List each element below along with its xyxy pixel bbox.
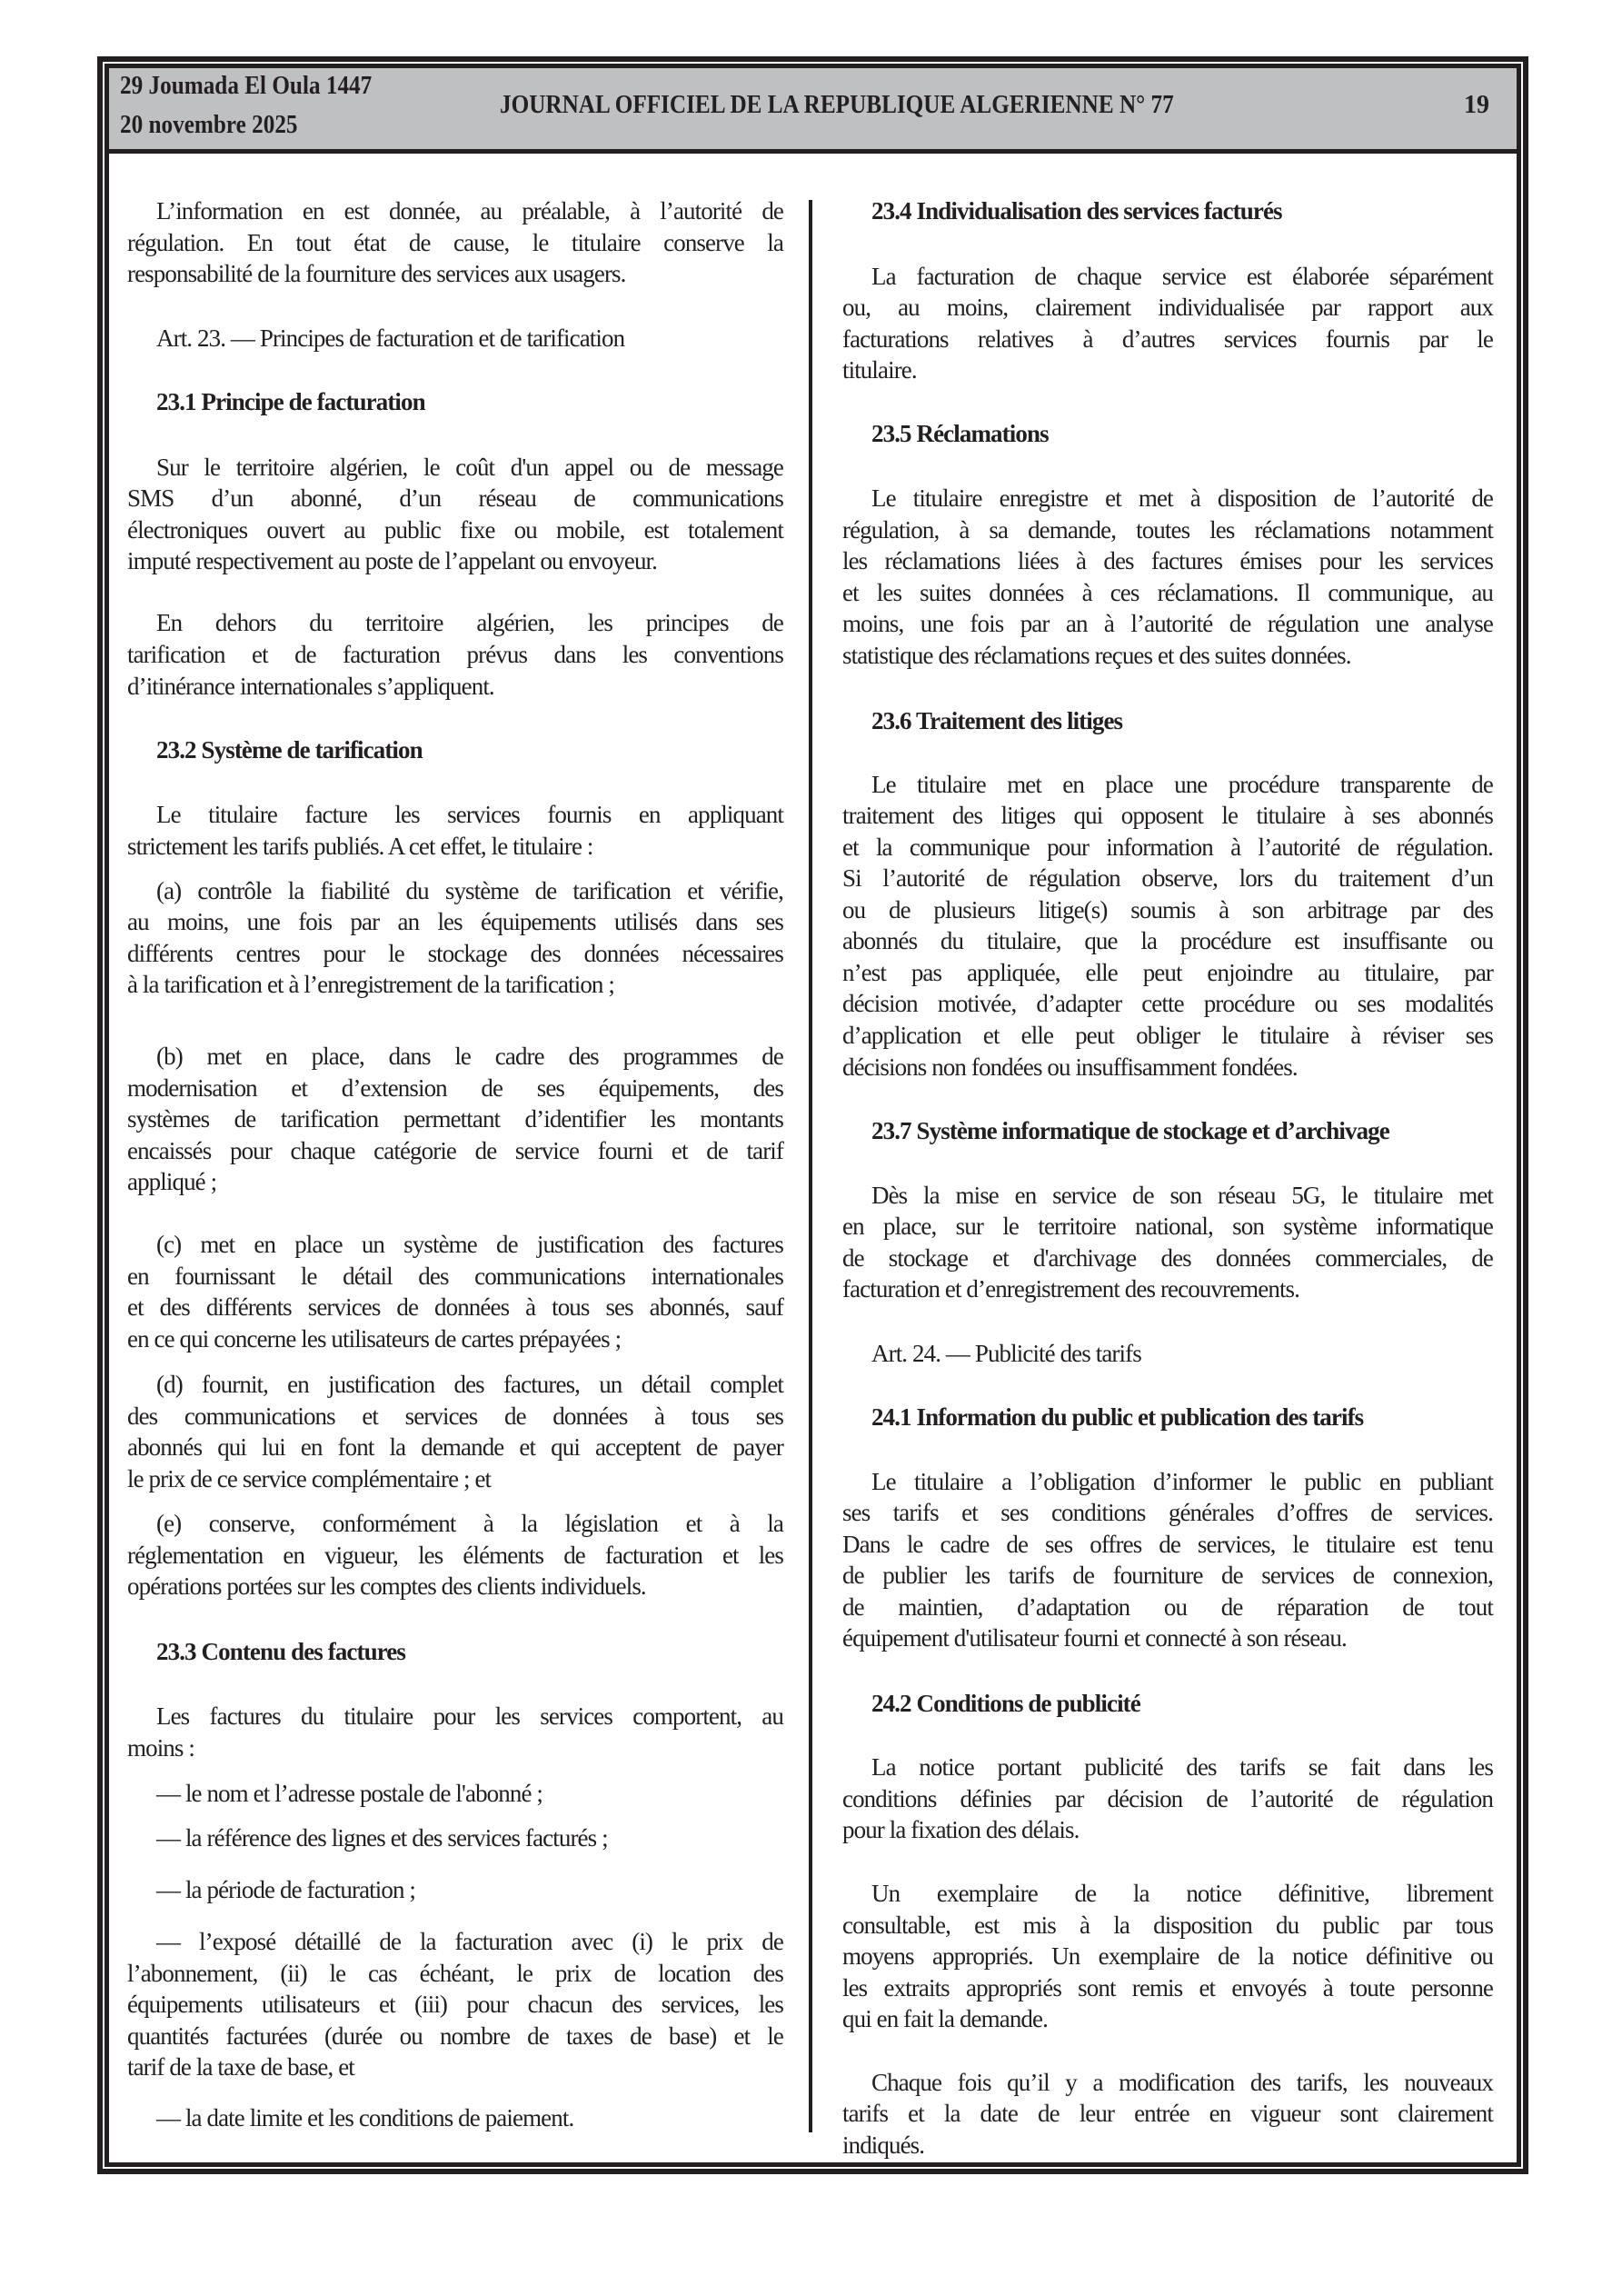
text-line: Art. 24. — Publicité des tarifs: [871, 1340, 1141, 1367]
text-line: de maintien, d’adaptation ou de réparation de tout: [842, 1593, 1493, 1621]
text-line: équipement d'utilisateur fourni et connecté à son réseau.: [842, 1624, 1347, 1652]
text-line: strictement les tarifs publiés. A cet effet, le titulaire :: [127, 833, 593, 860]
text-line: tarification et de facturation prévus dans les conventions: [127, 641, 783, 668]
text-line: Le titulaire enregistre et met à disposition de l’autorité de: [871, 484, 1493, 512]
text-line: 24.2 Conditions de publicité: [871, 1690, 1140, 1717]
text-line: (a) contrôle la fiabilité du système de tarification et vérifie,: [156, 877, 783, 904]
text-line: (b) met en place, dans le cadre des programmes de: [156, 1043, 783, 1070]
text-line: tarifs et la date de leur entrée en vigueur sont clairement: [842, 2100, 1493, 2127]
text-line: en place, sur le territoire national, son système informatique: [842, 1213, 1493, 1240]
text-line: Un exemplaire de la notice définitive, librement: [871, 1880, 1493, 1907]
text-line: modernisation et d’extension de ses équipements, des: [127, 1074, 783, 1102]
text-line: systèmes de tarification permettant d’identifier les montants: [127, 1105, 783, 1133]
text-line: abonnés du titulaire, que la procédure est insuffisante ou: [842, 927, 1493, 954]
text-line: appliqué ;: [127, 1168, 217, 1195]
text-line: statistique des réclamations reçues et des suites données.: [842, 642, 1351, 669]
text-line: le prix de ce service complémentaire ; et: [127, 1465, 492, 1492]
text-line: quantités facturées (durée ou nombre de taxes de base) et le: [127, 2022, 783, 2050]
text-line: ou de plusieurs litige(s) soumis à son arbitrage par des: [842, 896, 1493, 923]
text-line: de publier les tarifs de fourniture de services de connexion,: [842, 1562, 1493, 1589]
page-number: 19: [1464, 91, 1489, 119]
text-line: — la date limite et les conditions de paiement.: [156, 2104, 574, 2131]
text-line: 23.4 Individualisation des services facturés: [871, 197, 1282, 225]
text-line: et des différents services de données à tous ses abonnés, sauf: [127, 1293, 783, 1321]
text-line: — la période de facturation ;: [156, 1876, 416, 1903]
text-line: facturations relatives à d’autres services fournis par le: [842, 325, 1493, 353]
text-line: Le titulaire a l’obligation d’informer le public en publiant: [871, 1468, 1493, 1495]
text-line: n’est pas appliquée, elle peut enjoindre au titulaire, par: [842, 959, 1493, 986]
text-line: En dehors du territoire algérien, les principes de: [156, 609, 783, 636]
text-line: et les suites données à ces réclamations. Il communique, au: [842, 579, 1493, 606]
text-line: l’abonnement, (ii) le cas échéant, le prix de location des: [127, 1960, 783, 1987]
text-line: 23.5 Réclamations: [871, 420, 1049, 447]
text-line: qui en fait la demande.: [842, 2005, 1048, 2032]
text-line: ou, au moins, clairement individualisée par rapport aux: [842, 294, 1493, 321]
text-line: responsabilité de la fourniture des services aux usagers.: [127, 260, 626, 287]
text-line: 23.7 Système informatique de stockage et d’archivage: [871, 1117, 1389, 1144]
text-line: les réclamations liées à des factures émises pour les services: [842, 547, 1493, 574]
text-line: Les factures du titulaire pour les services comportent, au: [156, 1702, 783, 1730]
text-line: SMS d’un abonné, d’un réseau de communications: [127, 484, 783, 512]
text-line: Dès la mise en service de son réseau 5G, le titulaire met: [871, 1182, 1493, 1209]
text-line: 24.1 Information du public et publication des tarifs: [871, 1403, 1364, 1431]
text-line: Dans le cadre de ses offres de services, le titulaire est tenu: [842, 1531, 1493, 1558]
text-line: moins :: [127, 1734, 194, 1762]
text-line: d’application et elle peut obliger le titulaire à réviser ses: [842, 1022, 1493, 1049]
text-line: (d) fournit, en justification des factures, un détail complet: [156, 1371, 783, 1398]
text-line: Si l’autorité de régulation observe, lors du traitement d’un: [842, 864, 1493, 892]
text-line: 23.3 Contenu des factures: [156, 1638, 405, 1665]
text-line: différents centres pour le stockage des données nécessaires: [127, 940, 783, 967]
text-line: pour la fixation des délais.: [842, 1816, 1080, 1843]
text-line: encaissés pour chaque catégorie de service fourni et de tarif: [127, 1137, 783, 1164]
text-line: les extraits appropriés sont remis et envoyés à toute personne: [842, 1974, 1493, 2002]
text-line: en fournissant le détail des communications internationales: [127, 1263, 783, 1290]
text-line: ses tarifs et ses conditions générales d’offres de services.: [842, 1499, 1493, 1526]
text-line: Le titulaire met en place une procédure transparente de: [871, 771, 1493, 798]
text-line: équipements utilisateurs et (iii) pour chacun des services, les: [127, 1991, 783, 2018]
text-line: — la référence des lignes et des services facturés ;: [156, 1824, 608, 1852]
text-line: abonnés qui lui en font la demande et qui acceptent de payer: [127, 1433, 783, 1461]
text-line: au moins, une fois par an les équipements utilisés dans ses: [127, 908, 783, 935]
text-line: d’itinérance internationales s’appliquent.: [127, 673, 494, 700]
header-date-gregorian: 20 novembre 2025: [120, 111, 298, 139]
text-line: traitement des litiges qui opposent le titulaire à ses abonnés: [842, 802, 1493, 829]
text-line: Sur le territoire algérien, le coût d'un appel ou de message: [156, 454, 783, 481]
text-line: décision motivée, d’adapter cette procédure ou ses modalités: [842, 990, 1493, 1017]
text-line: La facturation de chaque service est élaborée séparément: [871, 263, 1493, 290]
text-line: imputé respectivement au poste de l’appelant ou envoyeur.: [127, 547, 657, 574]
text-line: moyens appropriés. Un exemplaire de la notice définitive ou: [842, 1942, 1493, 1970]
text-line: 23.6 Traitement des litiges: [871, 707, 1123, 734]
text-line: conditions définies par décision de l’autorité de régulation: [842, 1785, 1493, 1812]
text-line: — l’exposé détaillé de la facturation avec (i) le prix de: [156, 1928, 783, 1955]
text-line: L’information en est donnée, au préalable, à l’autorité de: [156, 197, 783, 225]
text-line: et la communique pour information à l’autorité de régulation.: [842, 834, 1493, 861]
text-line: (c) met en place un système de justification des factures: [156, 1231, 783, 1258]
text-line: des communications et services de données à tous ses: [127, 1403, 783, 1430]
text-line: Le titulaire facture les services fournis en appliquant: [156, 801, 783, 828]
text-line: (e) conserve, conformément à la législation et à la: [156, 1510, 783, 1537]
text-line: en ce qui concerne les utilisateurs de cartes prépayées ;: [127, 1325, 622, 1353]
text-line: La notice portant publicité des tarifs se fait dans les: [871, 1753, 1493, 1781]
text-line: Chaque fois qu’il y a modification des tarifs, les nouveaux: [871, 2069, 1493, 2096]
page-header: [109, 68, 1517, 154]
text-line: réglementation en vigueur, les éléments de facturation et les: [127, 1542, 783, 1569]
text-line: Art. 23. — Principes de facturation et de tarification: [156, 324, 625, 352]
header-date-hijri: 29 Joumada El Oula 1447: [120, 72, 373, 100]
text-line: régulation, à sa demande, toutes les réclamations notamment: [842, 516, 1493, 544]
text-line: 23.2 Système de tarification: [156, 736, 423, 764]
text-line: opérations portées sur les comptes des clients individuels.: [127, 1572, 646, 1600]
column-divider: [809, 200, 812, 2132]
text-line: électroniques ouvert au public fixe ou mobile, est totalement: [127, 516, 783, 544]
journal-title: JOURNAL OFFICIEL DE LA REPUBLIQUE ALGERIENNE N° 77: [500, 91, 1174, 119]
text-line: tarif de la taxe de base, et: [127, 2053, 354, 2081]
text-line: titulaire.: [842, 356, 917, 384]
text-line: consultable, est mis à la disposition du public par tous: [842, 1912, 1493, 1939]
text-line: régulation. En tout état de cause, le titulaire conserve la: [127, 229, 783, 256]
text-line: indiqués.: [842, 2131, 925, 2159]
text-line: à la tarification et à l’enregistrement de la tarification ;: [127, 971, 614, 998]
text-line: facturation et d’enregistrement des recouvrements.: [842, 1275, 1300, 1303]
text-line: de stockage et d'archivage des données commerciales, de: [842, 1244, 1493, 1272]
text-line: moins, une fois par an à l’autorité de régulation une analyse: [842, 610, 1493, 637]
text-line: décisions non fondées ou insuffisamment fondées.: [842, 1053, 1298, 1081]
text-line: — le nom et l’adresse postale de l'abonné ;: [156, 1780, 543, 1807]
text-line: 23.1 Principe de facturation: [156, 388, 425, 415]
